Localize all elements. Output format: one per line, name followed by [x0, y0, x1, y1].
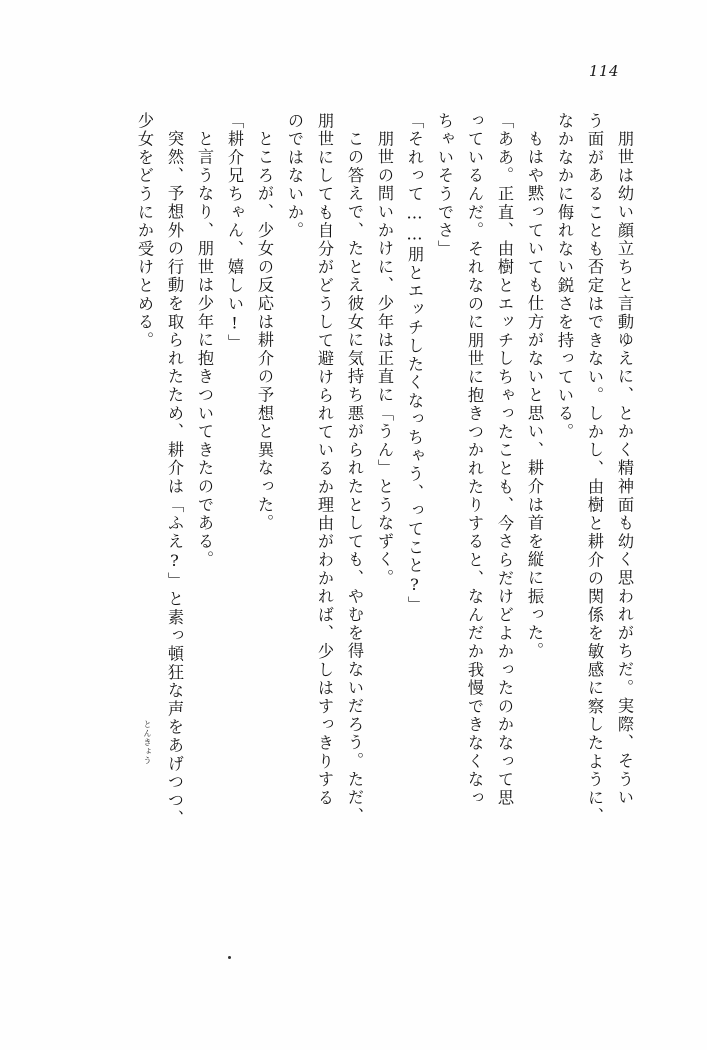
text-line: 突然、予想外の行動を取られたため、耕介は「ふえ?」と素っ頓狂な声をあげつつ、 [165, 130, 184, 829]
text-line: のではないか。 [285, 112, 304, 241]
text-line: 朋世は幼い顔立ちと言動ゆえに、とかく精神面も幼く思われがちだ。実際、そうい [615, 130, 634, 808]
ruby-annotation: とんきょう [143, 720, 152, 765]
text-line: 朋世にしても自分がどうして避けられているか理由がわかれば、少しはすっきりする [315, 112, 334, 808]
text-line: と言うなり、朋世は少年に抱きついてきたのである。 [195, 130, 214, 570]
text-line: ちゃいそうでさ」 [435, 112, 454, 259]
text-line: ところが、少女の反応は耕介の予想と異なった。 [255, 130, 274, 533]
text-line: う面があることも否定はできない。しかし、由樹と耕介の関係を敏感に察したように、 [585, 112, 604, 826]
text-line: 「それって……朋とエッチしたくなっちゃう、ってこと?」 [405, 112, 424, 615]
text-line: 「ああ。正直、由樹とエッチしちゃったことも、今さらだけどよかったのかなって思 [495, 112, 514, 808]
text-line: 朋世の問いかけに、少年は正直に「うん」とうなずく。 [375, 130, 394, 588]
text-line: 少女をどうにか受けとめる。 [135, 112, 154, 350]
text-line: なかなかに侮れない鋭さを持っている。 [555, 112, 574, 442]
page-number: 114 [588, 62, 619, 80]
body-text-block [62, 112, 639, 942]
text-line: っているんだ。それなのに朋世に抱きつかれたりすると、なんだか我慢できなくなっ [465, 112, 484, 808]
footer-dot [228, 956, 231, 959]
text-line: 「耕介兄ちゃん、嬉しい!」 [225, 112, 244, 353]
text-line: この答えで、たとえ彼女に気持ち悪がられたとしても、やむを得ないだろう。ただ、 [345, 130, 364, 826]
text-line: もはや黙っていても仕方がないと思い、耕介は首を縦に振った。 [525, 130, 544, 661]
